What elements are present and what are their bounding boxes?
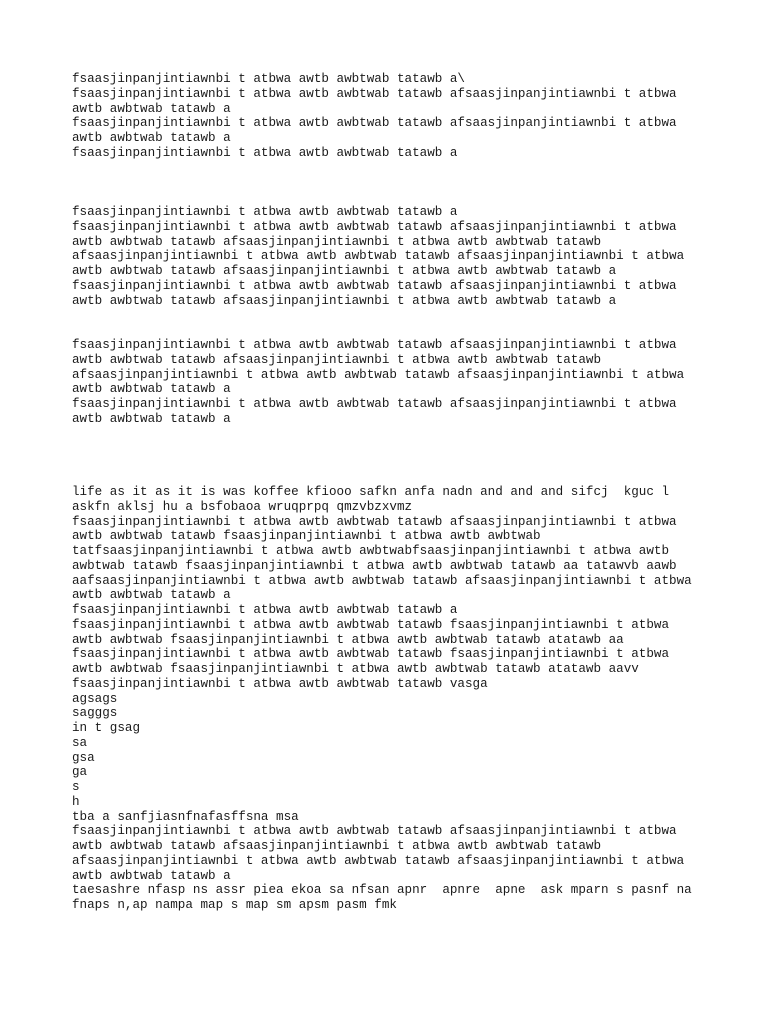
text-block-2: fsaasjinpanjintiawnbi t atbwa awtb awbtwab tatawb a fsaasjinpanjintiawnbi t atbwa awtb awbtwab tatawb afsaasjinpanjintiawnbi t atbwa awtb awbtwab tatawb afsaasjinpanjintiawnbi t atbwa awtb awbtwab tatawb afsaasjinpanjintiawnbi t atbwa awtb awbtwab tatawb afsaasjinpanjintiawnbi t atbwa awtb awbtwab tatawb afsaasjinpanjintiawnbi t atbwa awtb awbtwab tatawb a fsaasjinpanjintiawnbi t atbwa awtb awbtwab tatawb afsaasjinpanjintiawnbi t atbwa awtb awbtwab tatawb afsaasjinpanjintiawnbi t atbwa awtb awbtwab tatawb a <box>72 205 685 308</box>
text-block-4: life as it as it is was koffee kfiooo safkn anfa nadn and and and sifcj kguc l askfn aklsj hu a bsfobaoa wruqprpq qmzvbzxvmz fsaasjinpanjintiawnbi t atbwa awtb awbtwab tatawb afsaasjinpanjintiawnbi t atbwa awtb awbtwab tatawb fsaasjinpanjintiawnbi t atbwa awtb awbtwab tatfsaasjinpanjintiawnbi t atbwa awtb awbtwabfsaasjinpanjintiawnbi t atbwa awtb awbtwab tatawb fsaasjinpanjintiawnbi t atbwa awtb awbtwab tatawb aa tatawvb aawb aafsaasjinpanjintiawnbi t atbwa awtb awbtwab tatawb afsaasjinpanjintiawnbi t atbwa awtb awbtwab tatawb a fsaasjinpanjintiawnbi t atbwa awtb awbtwab tatawb a fsaasjinpanjintiawnbi t atbwa awtb awbtwab tatawb fsaasjinpanjintiawnbi t atbwa awtb awbtwab fsaasjinpanjintiawnbi t atbwa awtb awbtwab tatawb atatawb aa fsaasjinpanjintiawnbi t atbwa awtb awbtwab tatawb fsaasjinpanjintiawnbi t atbwa awtb awbtwab fsaasjinpanjintiawnbi t atbwa awtb awbtwab tatawb atatawb aavv fsaasjinpanjintiawnbi t atbwa awtb awbtwab tatawb vasga agsags sagggs in t gsag sa gsa ga s h tba a sanfjiasnfnafasffsna msa fsaasjinpanjintiawnbi t atbwa awtb awbtwab tatawb afsaasjinpanjintiawnbi t atbwa awtb awbtwab tatawb afsaasjinpanjintiawnbi t atbwa awtb awbtwab tatawb afsaasjinpanjintiawnbi t atbwa awtb awbtwab tatawb afsaasjinpanjintiawnbi t atbwa awtb awbtwab tatawb a taesashre nfasp ns assr piea ekoa sa nfsan apnr apnre apne ask mparn s pasnf na fnaps n,ap nampa map s map sm apsm pasm fmk <box>72 485 692 912</box>
text-block-1: fsaasjinpanjintiawnbi t atbwa awtb awbtwab tatawb a\ fsaasjinpanjintiawnbi t atbwa awtb awbtwab tatawb afsaasjinpanjintiawnbi t atbwa awtb awbtwab tatawb a fsaasjinpanjintiawnbi t atbwa awtb awbtwab tatawb afsaasjinpanjintiawnbi t atbwa awtb awbtwab tatawb a fsaasjinpanjintiawnbi t atbwa awtb awbtwab tatawb a <box>72 72 677 160</box>
text-block-3: fsaasjinpanjintiawnbi t atbwa awtb awbtwab tatawb afsaasjinpanjintiawnbi t atbwa awtb awbtwab tatawb afsaasjinpanjintiawnbi t atbwa awtb awbtwab tatawb afsaasjinpanjintiawnbi t atbwa awtb awbtwab tatawb afsaasjinpanjintiawnbi t atbwa awtb awbtwab tatawb a fsaasjinpanjintiawnbi t atbwa awtb awbtwab tatawb afsaasjinpanjintiawnbi t atbwa awtb awbtwab tatawb a <box>72 338 685 426</box>
